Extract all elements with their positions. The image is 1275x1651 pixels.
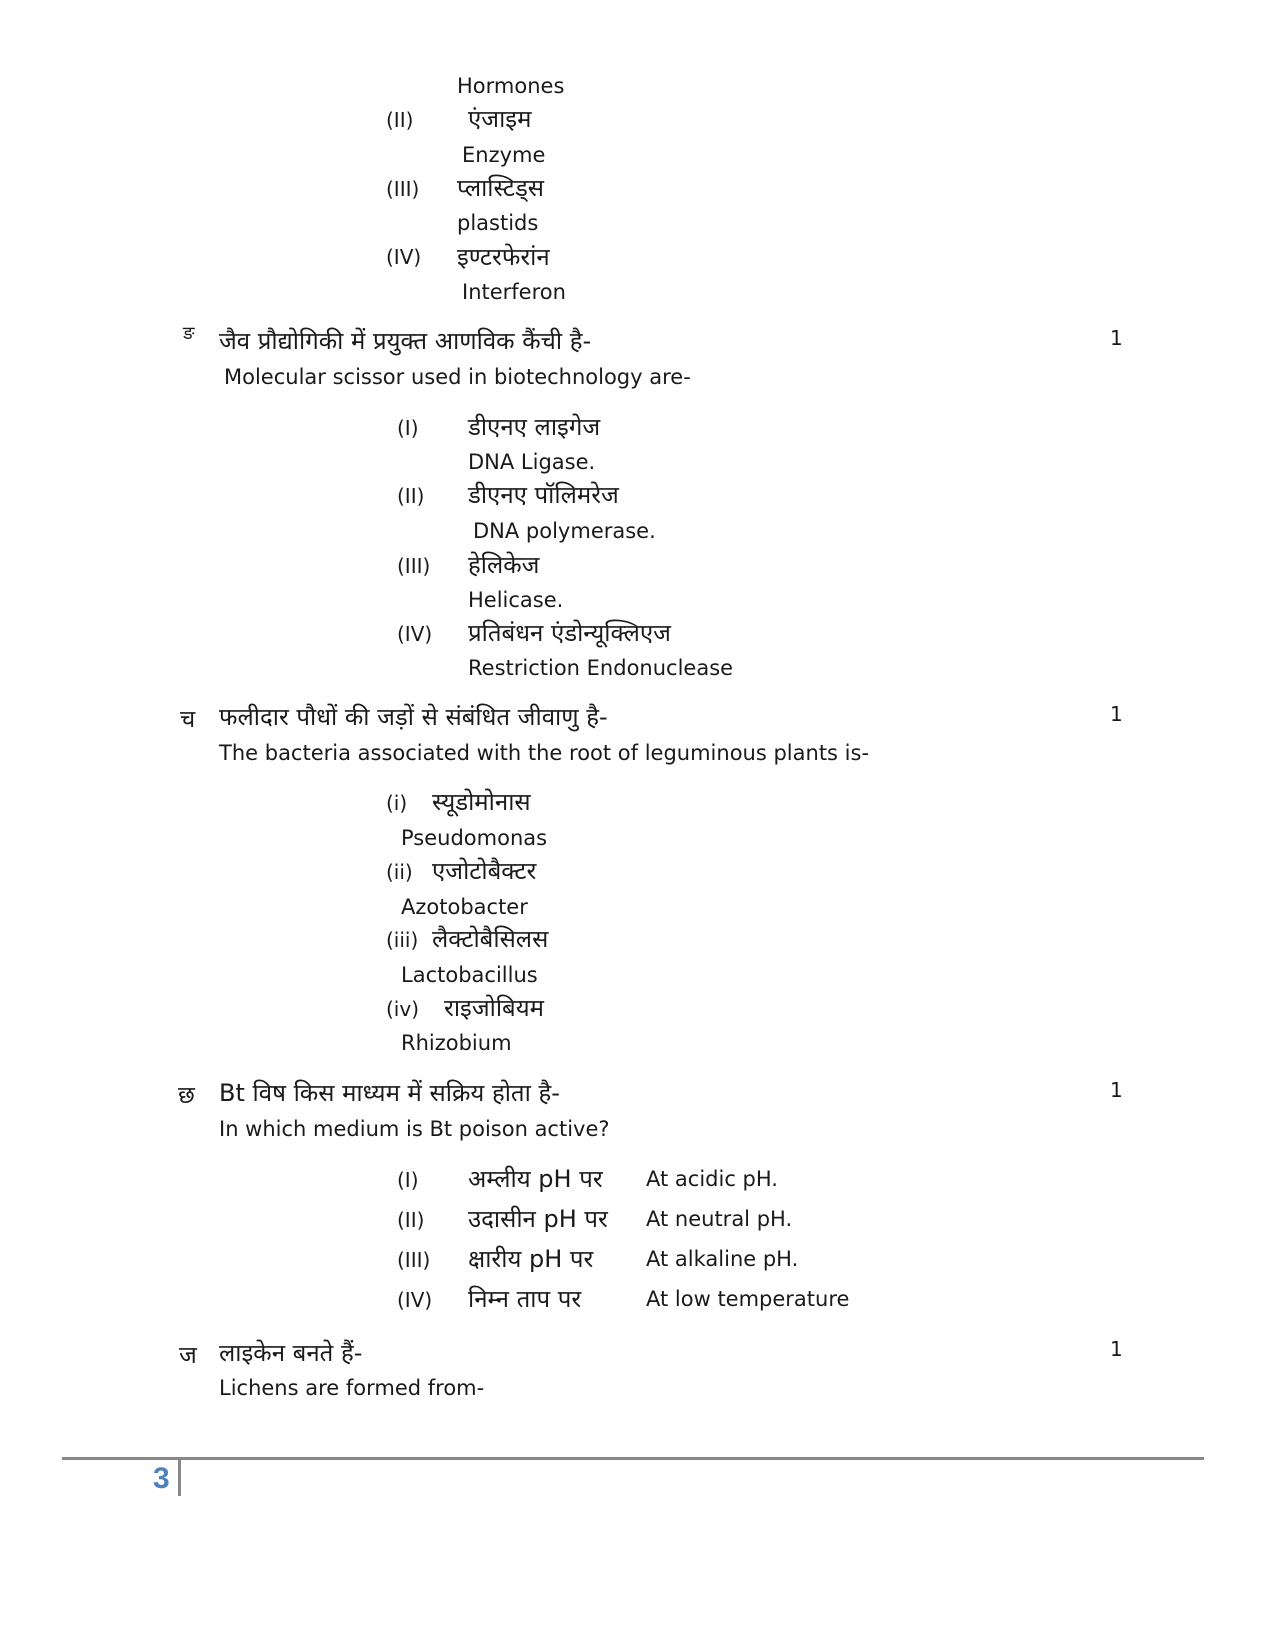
option-hindi: हेलिकेज bbox=[468, 551, 540, 579]
option-number: (II) bbox=[386, 108, 414, 132]
option-english: Helicase. bbox=[468, 588, 564, 612]
option-number: (I) bbox=[397, 416, 419, 440]
option-english: DNA Ligase. bbox=[468, 450, 596, 474]
option-number: (IV) bbox=[397, 622, 433, 646]
question-hindi: फलीदार पौधों की जड़ों से संबंधित जीवाणु है- bbox=[219, 703, 608, 731]
option-english: Pseudomonas bbox=[401, 826, 548, 850]
option-english: plastids bbox=[457, 211, 539, 235]
option-number: (ii) bbox=[386, 860, 413, 884]
option-number: (iv) bbox=[386, 997, 419, 1021]
question-label: च bbox=[180, 705, 196, 733]
option-hindi: क्षारीय pH पर bbox=[468, 1245, 594, 1273]
question-english: Lichens are formed from- bbox=[219, 1376, 485, 1400]
option-number: (IV) bbox=[386, 245, 422, 269]
option-english: At acidic pH. bbox=[646, 1167, 778, 1191]
option-english: Interferon bbox=[462, 280, 566, 304]
option-number: (III) bbox=[397, 554, 431, 578]
option-number: (II) bbox=[397, 484, 425, 508]
option-hindi: इण्टरफेरांन bbox=[457, 243, 550, 271]
option-english: Enzyme bbox=[462, 143, 546, 167]
footer-divider bbox=[178, 1460, 181, 1496]
question-label: ङ bbox=[183, 323, 195, 344]
question-marks: 1 bbox=[1110, 1078, 1123, 1102]
option-english: DNA polymerase. bbox=[473, 519, 656, 543]
option-number: (III) bbox=[397, 1248, 431, 1272]
option-english: Rhizobium bbox=[401, 1031, 512, 1055]
question-label: ज bbox=[179, 1341, 197, 1369]
option-number: (I) bbox=[397, 1168, 419, 1192]
option-hindi: राइजोबियम bbox=[444, 994, 545, 1022]
option-english: Azotobacter bbox=[401, 895, 528, 919]
option-hindi: डीएनए पॉलिमरेज bbox=[468, 481, 619, 509]
option-hindi: एंजाइम bbox=[468, 105, 532, 133]
question-hindi: जैव प्रौद्योगिकी में प्रयुक्त आणविक कैंची है- bbox=[219, 327, 592, 355]
question-marks: 1 bbox=[1110, 1337, 1123, 1361]
option-hindi: प्लास्टिड्स bbox=[457, 174, 545, 202]
option-hindi: उदासीन pH पर bbox=[468, 1205, 608, 1233]
option-hindi: प्रतिबंधन एंडोन्यूक्लिएज bbox=[468, 619, 671, 647]
page-number: 3 bbox=[153, 1462, 170, 1495]
option-english: Restriction Endonuclease bbox=[468, 656, 734, 680]
question-label: छ bbox=[178, 1081, 195, 1109]
question-hindi: लाइकेन बनते हैं- bbox=[219, 1339, 363, 1367]
question-english: The bacteria associated with the root of leguminous plants is- bbox=[219, 741, 870, 765]
question-marks: 1 bbox=[1110, 702, 1123, 726]
option-english: Lactobacillus bbox=[401, 963, 538, 987]
option-english: At neutral pH. bbox=[646, 1207, 793, 1231]
option-hindi: निम्न ताप पर bbox=[468, 1285, 582, 1313]
option-english: At alkaline pH. bbox=[646, 1247, 799, 1271]
option-hindi: लैक्टोबैसिलस bbox=[432, 925, 549, 953]
option-number: (iii) bbox=[386, 928, 419, 952]
footer-rule bbox=[62, 1457, 1204, 1460]
option-english: Hormones bbox=[457, 74, 565, 98]
question-english: Molecular scissor used in biotechnology are- bbox=[224, 365, 691, 389]
option-hindi: एजोटोबैक्टर bbox=[432, 857, 537, 885]
option-hindi: स्यूडोमोनास bbox=[432, 788, 531, 816]
option-hindi: डीएनए लाइगेज bbox=[468, 413, 601, 441]
option-number: (III) bbox=[386, 177, 420, 201]
option-english: At low temperature bbox=[646, 1287, 850, 1311]
option-number: (IV) bbox=[397, 1288, 433, 1312]
option-number: (i) bbox=[386, 791, 408, 815]
option-number: (II) bbox=[397, 1208, 425, 1232]
question-english: In which medium is Bt poison active? bbox=[219, 1117, 610, 1141]
question-hindi: Bt विष किस माध्यम में सक्रिय होता है- bbox=[219, 1079, 560, 1107]
option-hindi: अम्लीय pH पर bbox=[468, 1165, 603, 1193]
question-marks: 1 bbox=[1110, 326, 1123, 350]
